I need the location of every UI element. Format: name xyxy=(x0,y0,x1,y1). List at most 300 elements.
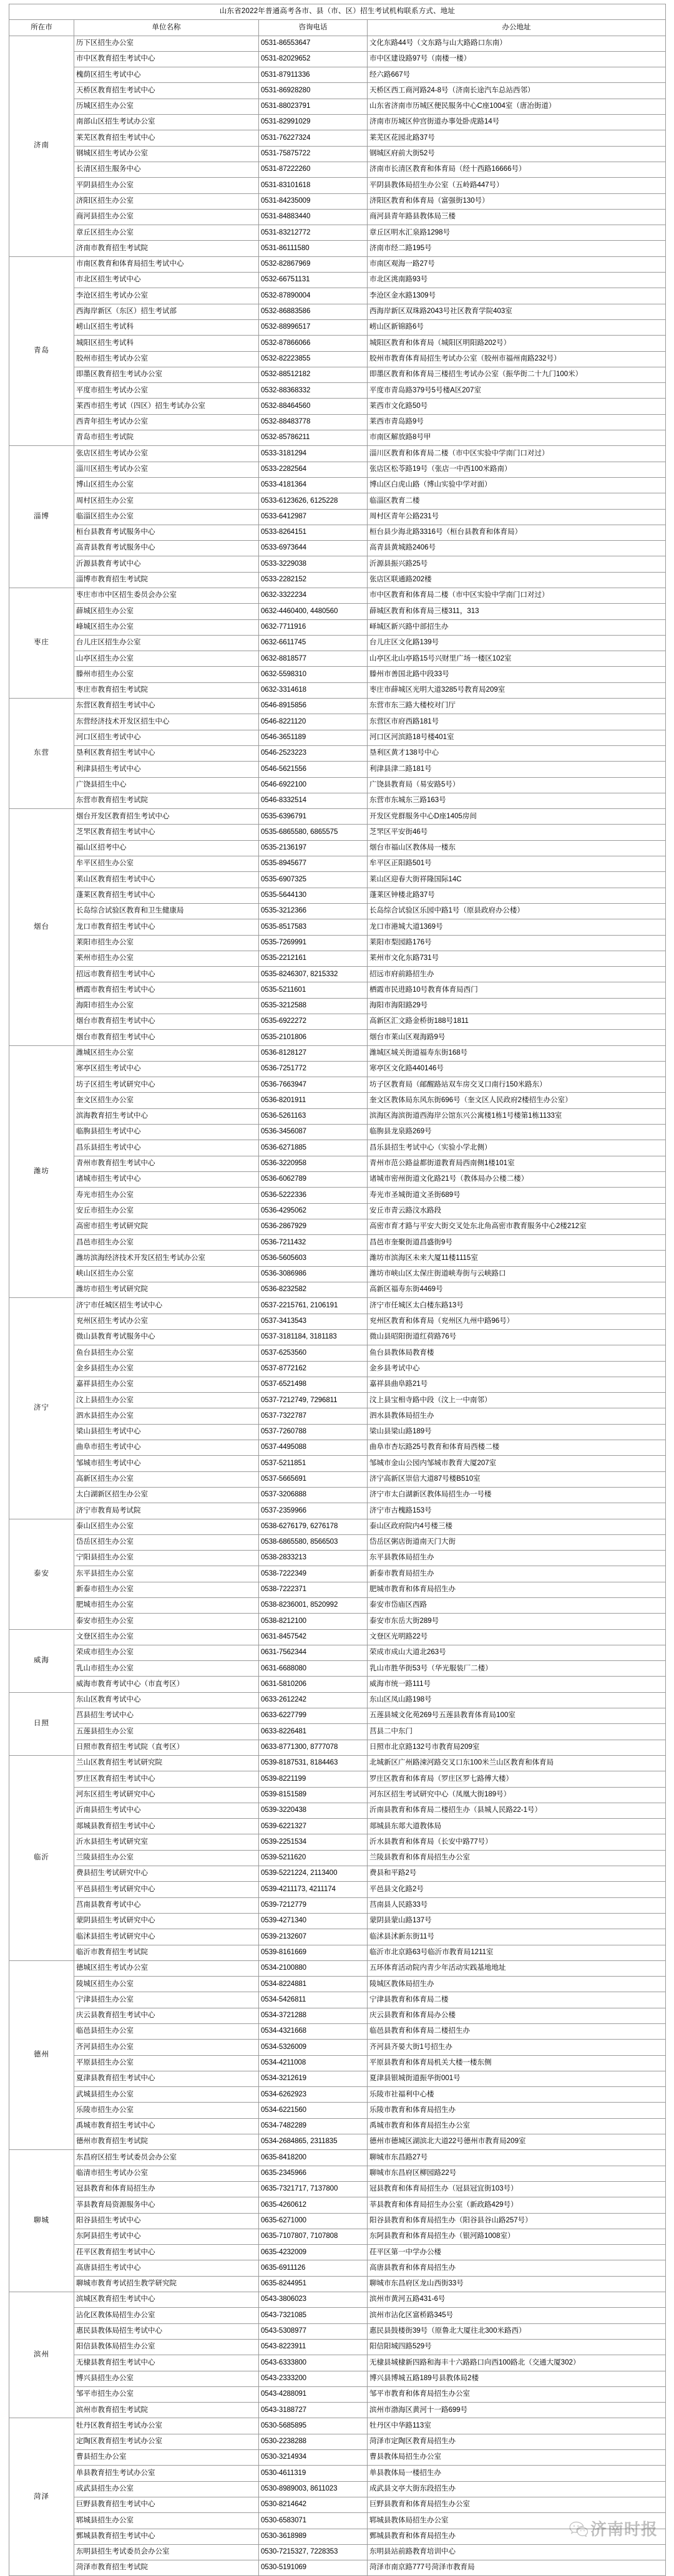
table-row xyxy=(9,36,666,51)
phone-cell: 0537-2215761, 2106191 xyxy=(259,1298,368,1314)
address-cell: 崂山区新锦路6号 xyxy=(368,319,666,335)
phone-cell: 0533-2282152 xyxy=(259,572,368,588)
phone-cell: 0537-6253560 xyxy=(259,1345,368,1361)
unit-name-cell: 邹城市招生考试中心 xyxy=(74,1456,259,1471)
address-cell: 高新区福寿东街4469号 xyxy=(368,1282,666,1298)
address-cell: 市中区建设路97号（南楼一楼） xyxy=(368,51,666,67)
unit-name-cell: 沂南县招生考试中心 xyxy=(74,1803,259,1818)
phone-cell: 0632-7711916 xyxy=(259,619,368,635)
table-row xyxy=(9,588,666,603)
phone-cell: 0538-7222349 xyxy=(259,1566,368,1582)
unit-name-cell: 市南区教育和体育局招生考试中心 xyxy=(74,256,259,272)
address-cell: 牟平区正阳路501号 xyxy=(368,856,666,872)
table-row xyxy=(9,1188,666,1203)
table-row xyxy=(9,604,666,619)
phone-cell: 0531-86553647 xyxy=(259,36,368,51)
phone-cell: 0546-8332514 xyxy=(259,793,368,808)
unit-name-cell: 滕州市招生办公室 xyxy=(74,667,259,682)
unit-name-cell: 兰山区教育招生考试研究院 xyxy=(74,1755,259,1771)
address-cell: 五莲县城文化苑269号五莲县教育体育局100室 xyxy=(368,1708,666,1724)
unit-name-cell: 兰陵县招生办公室 xyxy=(74,1850,259,1866)
unit-name-cell: 长岛综合试验区教育和卫生健康局 xyxy=(74,903,259,919)
unit-name-cell: 市中区教育招生考试中心 xyxy=(74,51,259,67)
phone-cell: 0531-82991029 xyxy=(259,115,368,130)
phone-cell: 0633-2612242 xyxy=(259,1692,368,1708)
unit-name-cell: 历城区招生办公室 xyxy=(74,99,259,114)
phone-cell: 0537-6521498 xyxy=(259,1377,368,1392)
phone-cell: 0531-75875722 xyxy=(259,146,368,162)
unit-name-cell: 潍坊市招生考试研究院 xyxy=(74,1282,259,1298)
phone-cell: 0632-6611745 xyxy=(259,635,368,651)
phone-cell: 0530-8989003, 8611023 xyxy=(259,2481,368,2497)
unit-name-cell: 博山区招生办公室 xyxy=(74,477,259,493)
unit-name-cell: 齐河县招生办公室 xyxy=(74,2040,259,2055)
phone-cell: 0631-7562344 xyxy=(259,1645,368,1660)
phone-cell: 0537-7212749, 7296811 xyxy=(259,1393,368,1408)
unit-name-cell: 成武县招生办公室 xyxy=(74,2481,259,2497)
table-row xyxy=(9,1108,666,1124)
unit-name-cell: 莘县教育局资源服务中心 xyxy=(74,2197,259,2213)
phone-cell: 0533-6412987 xyxy=(259,509,368,525)
table-row xyxy=(9,414,666,430)
table-row xyxy=(9,2466,666,2481)
table-row xyxy=(9,1597,666,1613)
phone-cell: 0539-2251534 xyxy=(259,1834,368,1850)
unit-name-cell: 胶州市招生考试办公室 xyxy=(74,351,259,367)
table-row xyxy=(9,2292,666,2308)
unit-name-cell: 陵城区招生办公室 xyxy=(74,1977,259,1992)
unit-name-cell: 莒县招生考试中心 xyxy=(74,1708,259,1724)
unit-name-cell: 文登区招生办公室 xyxy=(74,1629,259,1645)
phone-cell: 0536-8201911 xyxy=(259,1093,368,1108)
address-cell: 济南市经二路195号 xyxy=(368,241,666,256)
address-cell: 龙口市港城大道1369号 xyxy=(368,919,666,935)
city-cell: 德州 xyxy=(9,1960,74,2150)
table-row xyxy=(9,2087,666,2103)
address-cell: 莱西市青岛路9号 xyxy=(368,414,666,430)
unit-name-cell: 郓城县招生办公室 xyxy=(74,2513,259,2529)
phone-cell: 0539-5221224, 2113400 xyxy=(259,1866,368,1882)
address-cell: 无棣县城棣新四路和海丰十六路路口向西100路北（交通大厦302） xyxy=(368,2355,666,2371)
phone-cell: 0632-5598310 xyxy=(259,667,368,682)
unit-name-cell: 台儿庄区招生办公室 xyxy=(74,635,259,651)
unit-name-cell: 无棣县教育招生考试中心 xyxy=(74,2355,259,2371)
unit-name-cell: 东明县招生考试委员会办公室 xyxy=(74,2544,259,2560)
unit-name-cell: 东营市教育招生考试院 xyxy=(74,793,259,808)
column-header-unit: 单位名称 xyxy=(74,20,259,36)
city-cell: 潍坊 xyxy=(9,1045,74,1298)
phone-cell: 0536-4295062 xyxy=(259,1203,368,1219)
unit-name-cell: 滨城区教育招生考试中心 xyxy=(74,2292,259,2308)
table-row xyxy=(9,2071,666,2086)
phone-cell: 0635-7321717, 7137800 xyxy=(259,2181,368,2197)
table-row xyxy=(9,1661,666,1677)
watermark-label: 济南时报 xyxy=(590,2520,658,2539)
phone-cell: 0633-6227799 xyxy=(259,1708,368,1724)
address-cell: 芝罘区平安街46号 xyxy=(368,825,666,840)
table-row xyxy=(9,1992,666,2008)
phone-cell: 0531-87911336 xyxy=(259,67,368,83)
phone-cell: 0538-8212100 xyxy=(259,1614,368,1629)
phone-cell: 0532-88368332 xyxy=(259,383,368,399)
phone-cell: 0537-3181184, 3181183 xyxy=(259,1329,368,1345)
table-row xyxy=(9,667,666,682)
table-row xyxy=(9,2355,666,2371)
unit-name-cell: 茌平区教育招生考试中心 xyxy=(74,2245,259,2260)
address-cell: 烟台市莱山区观海路9号 xyxy=(368,1030,666,1045)
address-cell: 东平县教体局招生办 xyxy=(368,1551,666,1566)
phone-cell: 0635-7107807, 7107808 xyxy=(259,2229,368,2244)
address-cell: 兰陵县教育和体育局招生办公室 xyxy=(368,1850,666,1866)
unit-name-cell: 临邑县招生办公室 xyxy=(74,2024,259,2040)
address-cell: 莒县二中东门 xyxy=(368,1724,666,1740)
table-row xyxy=(9,477,666,493)
unit-name-cell: 梁山县招生考试中心 xyxy=(74,1424,259,1440)
table-row xyxy=(9,714,666,730)
address-cell: 阳谷县教育和体育局招生办（阳谷县谷山路257号） xyxy=(368,2213,666,2229)
unit-name-cell: 五莲县招生办公室 xyxy=(74,1724,259,1740)
phone-cell: 0535-2101806 xyxy=(259,1030,368,1045)
city-cell: 济宁 xyxy=(9,1298,74,1519)
table-row xyxy=(9,1093,666,1108)
table-row xyxy=(9,1708,666,1724)
unit-name-cell: 西青年招生考试办公室 xyxy=(74,414,259,430)
city-cell: 青岛 xyxy=(9,256,74,446)
unit-name-cell: 德城区招生考试办公室 xyxy=(74,1960,259,1976)
table-row xyxy=(9,304,666,319)
address-cell: 莘县教育和体育局招生办公室（新政路429号） xyxy=(368,2197,666,2213)
table-row xyxy=(9,840,666,856)
phone-cell: 0538-2833213 xyxy=(259,1551,368,1566)
phone-cell: 0531-86111580 xyxy=(259,241,368,256)
address-cell: 邹城市金山公园内邹城市教育大厦207室 xyxy=(368,1456,666,1471)
table-row xyxy=(9,1329,666,1345)
phone-cell: 0535-6396791 xyxy=(259,809,368,825)
unit-name-cell: 冠县教育和体育局招生办 xyxy=(74,2181,259,2197)
unit-name-cell: 广饶县招生中心 xyxy=(74,777,259,793)
address-cell: 莱山区迎春大街祥隆国际14C xyxy=(368,872,666,888)
address-cell: 济宁市古槐路153号 xyxy=(368,1503,666,1519)
address-cell: 济南市长清区教育和体育局（经十西路16666号） xyxy=(368,162,666,177)
unit-name-cell: 高青县教育考试服务中心 xyxy=(74,541,259,556)
table-row xyxy=(9,525,666,540)
table-row xyxy=(9,399,666,414)
phone-cell: 0535-8945677 xyxy=(259,856,368,872)
table-row xyxy=(9,225,666,241)
address-cell: 聊城市东昌路27号 xyxy=(368,2150,666,2166)
address-cell: 聊城市东昌府区龙山西街33号 xyxy=(368,2276,666,2292)
city-cell: 聊城 xyxy=(9,2150,74,2292)
table-row xyxy=(9,1787,666,1803)
unit-name-cell: 单县教育招生考试办公室 xyxy=(74,2466,259,2481)
address-cell: 五环体育活动院内青少年活动实践基地地址 xyxy=(368,1960,666,1976)
phone-cell: 0538-8236001, 8520992 xyxy=(259,1597,368,1613)
address-cell: 青州市范公路益都街道教育局西南侧1楼101室 xyxy=(368,1156,666,1171)
table-row xyxy=(9,2245,666,2260)
address-cell: 阳信阳城四路529号 xyxy=(368,2339,666,2355)
address-cell: 招远市府前路招生办 xyxy=(368,967,666,982)
phone-cell: 0536-7211432 xyxy=(259,1235,368,1251)
phone-cell: 0633-8771300, 8777078 xyxy=(259,1740,368,1755)
phone-cell: 0546-5621556 xyxy=(259,762,368,777)
unit-name-cell: 鄄城县教育招生考试中心 xyxy=(74,2529,259,2544)
unit-name-cell: 李沧区招生考试办公室 xyxy=(74,288,259,304)
table-row xyxy=(9,2103,666,2118)
unit-name-cell: 泗水县招生办公室 xyxy=(74,1408,259,1424)
table-row xyxy=(9,745,666,761)
unit-name-cell: 青州市教育招生考试中心 xyxy=(74,1156,259,1171)
unit-name-cell: 莒南县教育考试中心 xyxy=(74,1897,259,1913)
table-row xyxy=(9,1203,666,1219)
table-row xyxy=(9,446,666,462)
table-row xyxy=(9,998,666,1014)
address-cell: 冠县教育和体育局招生办（冠县冠宜街103号） xyxy=(368,2181,666,2197)
unit-name-cell: 德州市教育招生考试院 xyxy=(74,2134,259,2150)
address-cell: 禹城市教育和体育局招生办公室 xyxy=(368,2118,666,2134)
unit-name-cell: 栖霞市教育招生考试中心 xyxy=(74,982,259,998)
table-row xyxy=(9,825,666,840)
table-row xyxy=(9,115,666,130)
address-cell: 泰安市岱庙区西路 xyxy=(368,1597,666,1613)
unit-name-cell: 临朐县招生考试中心 xyxy=(74,1125,259,1140)
table-row xyxy=(9,1156,666,1171)
address-cell: 巨野县教育和体育局招生办公室 xyxy=(368,2497,666,2512)
unit-name-cell: 济宁市教育局考试院 xyxy=(74,1503,259,1519)
address-cell: 微山县昭阳街道红荷路76号 xyxy=(368,1329,666,1345)
address-cell: 菏泽市定陶区教育局招生办 xyxy=(368,2434,666,2449)
address-cell: 曹县教体局招生办公室 xyxy=(368,2450,666,2466)
address-cell: 西海岸新区双珠路2043号社区教育学院403室 xyxy=(368,304,666,319)
phone-cell: 0535-6907325 xyxy=(259,872,368,888)
table-row xyxy=(9,1614,666,1629)
table-row xyxy=(9,1519,666,1534)
address-cell: 乐陵市社福利中心楼 xyxy=(368,2087,666,2103)
table-row xyxy=(9,2040,666,2055)
address-cell: 临邑县教育和体育局二楼招生办 xyxy=(368,2024,666,2040)
address-cell: 滕州市善国北路中段33号 xyxy=(368,667,666,682)
unit-name-cell: 乐陵市招生办公室 xyxy=(74,2103,259,2118)
address-cell: 沂水县教育和体育局（长安中路77号） xyxy=(368,1834,666,1850)
unit-name-cell: 临淄区招生办公室 xyxy=(74,509,259,525)
unit-name-cell: 莱阳市招生办公室 xyxy=(74,935,259,951)
unit-name-cell: 牟平区招生办公室 xyxy=(74,856,259,872)
phone-cell: 0635-6271000 xyxy=(259,2213,368,2229)
phone-cell: 0543-7321085 xyxy=(259,2308,368,2323)
phone-cell: 0631-6688080 xyxy=(259,1661,368,1677)
phone-cell: 0533-3229038 xyxy=(259,556,368,572)
address-cell: 海阳市海阳路29号 xyxy=(368,998,666,1014)
address-cell: 济宁高新区崇信大道87号楼B510室 xyxy=(368,1471,666,1487)
table-row xyxy=(9,1819,666,1834)
table-row xyxy=(9,2276,666,2292)
address-cell: 罗庄区教育和体育局（罗庄区罗七路傅大楼） xyxy=(368,1771,666,1787)
table-row xyxy=(9,1345,666,1361)
phone-cell: 0537-7322787 xyxy=(259,1408,368,1424)
table-row xyxy=(9,273,666,288)
table-row xyxy=(9,1834,666,1850)
unit-name-cell: 肥城市招生办公室 xyxy=(74,1597,259,1613)
phone-cell: 0535-2136197 xyxy=(259,840,368,856)
phone-cell: 0635-4260612 xyxy=(259,2197,368,2213)
table-row xyxy=(9,1566,666,1582)
table-row xyxy=(9,2008,666,2023)
address-cell: 威海市统一路111号 xyxy=(368,1677,666,1692)
phone-cell: 0531-84883440 xyxy=(259,209,368,225)
phone-cell: 0531-87222260 xyxy=(259,162,368,177)
table-row xyxy=(9,1314,666,1329)
phone-cell: 0533-2282564 xyxy=(259,462,368,477)
phone-cell: 0534-2684865, 2311835 xyxy=(259,2134,368,2150)
table-row xyxy=(9,572,666,588)
table-row xyxy=(9,1929,666,1945)
address-cell: 薛城区教育和体育局三楼311，313 xyxy=(368,604,666,619)
address-cell: 桓台县少海北路3316号（桓台县教育和体育局） xyxy=(368,525,666,540)
column-header-city: 所在市 xyxy=(9,20,74,36)
table-row xyxy=(9,193,666,209)
phone-cell: 0531-83101618 xyxy=(259,178,368,193)
address-cell: 市南区解放路8号甲 xyxy=(368,430,666,446)
address-cell: 利津县津二路181号 xyxy=(368,762,666,777)
unit-name-cell: 日照市教育招生考试院（直考区） xyxy=(74,1740,259,1755)
city-cell: 烟台 xyxy=(9,809,74,1045)
unit-name-cell: 巨野县教育招生考试中心 xyxy=(74,2497,259,2512)
contact-table xyxy=(9,4,666,2576)
address-cell: 市中区教育和体育局二楼（市中区实验中学南门口对过） xyxy=(368,588,666,603)
table-row xyxy=(9,162,666,177)
address-cell: 潍坊市峡山区太保庄街道峡寿街与云峡路口 xyxy=(368,1266,666,1282)
table-row xyxy=(9,383,666,399)
table-row xyxy=(9,351,666,367)
address-cell: 淄川区教育和体育局二楼（市中区实验中学南门口对过） xyxy=(368,446,666,462)
table-row xyxy=(9,2450,666,2466)
unit-name-cell: 昌乐县招生考试中心 xyxy=(74,1140,259,1156)
table-row xyxy=(9,2339,666,2355)
table-row xyxy=(9,209,666,225)
phone-cell: 0537-5665691 xyxy=(259,1471,368,1487)
document-title-row xyxy=(9,4,666,20)
address-cell: 陵城区教体局招生办 xyxy=(368,1977,666,1992)
phone-cell: 0533-8264151 xyxy=(259,525,368,540)
address-cell: 东营市东三路大楼校对门厅 xyxy=(368,699,666,714)
address-cell: 高新区汇文路金桥街188号1811 xyxy=(368,1014,666,1030)
table-row xyxy=(9,256,666,272)
table-row xyxy=(9,1408,666,1424)
address-cell: 郓城县教体局招生办公室 xyxy=(368,2513,666,2529)
address-cell: 临朐县龙泉路269号 xyxy=(368,1125,666,1140)
address-cell: 东营区市府西路181号 xyxy=(368,714,666,730)
unit-name-cell: 平阴县招生办公室 xyxy=(74,178,259,193)
address-cell: 钢城区府前大街52号 xyxy=(368,146,666,162)
phone-cell: 0632-3322234 xyxy=(259,588,368,603)
table-row xyxy=(9,2371,666,2386)
phone-cell: 0536-8232582 xyxy=(259,1282,368,1298)
address-cell: 牡丹区中华路113室 xyxy=(368,2418,666,2434)
address-cell: 垦利区黄才138号中心 xyxy=(368,745,666,761)
address-cell: 沂南县教育和体育局二楼招生办（县城人民路22-1号） xyxy=(368,1803,666,1818)
address-cell: 嘉祥县曲阜路21号 xyxy=(368,1377,666,1392)
table-row xyxy=(9,67,666,83)
phone-cell: 0535-5211601 xyxy=(259,982,368,998)
page-title: 山东省2022年普通高考各市、县（市、区）招生考试机构联系方式、地址 xyxy=(9,4,666,20)
unit-name-cell: 临沭县招生考试研究中心 xyxy=(74,1929,259,1945)
address-cell: 市北区洮南路93号 xyxy=(368,273,666,288)
table-row xyxy=(9,730,666,745)
unit-name-cell: 槐荫区招生考试中心 xyxy=(74,67,259,83)
city-cell: 滨州 xyxy=(9,2292,74,2418)
unit-name-cell: 淄川区招生考试办公室 xyxy=(74,462,259,477)
phone-cell: 0532-87890004 xyxy=(259,288,368,304)
table-row xyxy=(9,1077,666,1093)
phone-cell: 0532-88483778 xyxy=(259,414,368,430)
phone-cell: 0535-2212161 xyxy=(259,951,368,966)
address-cell: 平阴县教体局招生办公室（五岭路447号） xyxy=(368,178,666,193)
unit-name-cell: 邹平市招生办公室 xyxy=(74,2386,259,2402)
unit-name-cell: 东阿县招生考试中心 xyxy=(74,2229,259,2244)
address-cell: 菏泽市南京路777号菏泽市教育局 xyxy=(368,2560,666,2576)
address-cell: 宁津县教育和体育局二楼 xyxy=(368,1992,666,2008)
address-cell: 坊子区教育局（邮醒路站双车房交叉口南行150米路东） xyxy=(368,1077,666,1093)
unit-name-cell: 枣庄市市中区招生委员会办公室 xyxy=(74,588,259,603)
unit-name-cell: 高新区招生办公室 xyxy=(74,1471,259,1487)
phone-cell: 0530-3214934 xyxy=(259,2450,368,2466)
city-cell: 泰安 xyxy=(9,1519,74,1629)
unit-name-cell: 沾化区教体局招生办公室 xyxy=(74,2308,259,2323)
address-cell: 商河县青年路县教体局三楼 xyxy=(368,209,666,225)
address-cell: 荣成市成山大道北263号 xyxy=(368,1645,666,1660)
address-cell: 张店区联通路202楼 xyxy=(368,572,666,588)
table-row xyxy=(9,319,666,335)
unit-name-cell: 烟台市教育招生考试中心 xyxy=(74,1014,259,1030)
address-cell: 乳山市胜华街53号（华光服装厂二楼） xyxy=(368,1661,666,1677)
phone-cell: 0537-3413543 xyxy=(259,1314,368,1329)
phone-cell: 0536-3086986 xyxy=(259,1266,368,1282)
table-row xyxy=(9,1755,666,1771)
table-row xyxy=(9,2434,666,2449)
table-row xyxy=(9,1171,666,1187)
address-cell: 东阿县教育和体育局招生办（银河路1008室） xyxy=(368,2229,666,2244)
address-cell: 莱芜区花园北路37号 xyxy=(368,130,666,146)
phone-cell: 0537-8772162 xyxy=(259,1361,368,1377)
phone-cell: 0536-6062789 xyxy=(259,1171,368,1187)
city-cell: 东营 xyxy=(9,699,74,809)
address-cell: 天桥区西工商河路24-8号（济南长途汽车总站西邻） xyxy=(368,83,666,99)
address-cell: 高密市育才路与平安大街交叉处东北角高密市教育服务中心2楼212室 xyxy=(368,1219,666,1234)
phone-cell: 0631-5810206 xyxy=(259,1677,368,1692)
phone-cell: 0532-66751131 xyxy=(259,273,368,288)
phone-cell: 0530-4611319 xyxy=(259,2466,368,2481)
phone-cell: 0536-3456087 xyxy=(259,1125,368,1140)
address-cell: 邹平市教育和体育局招生办公室 xyxy=(368,2386,666,2402)
table-row xyxy=(9,967,666,982)
unit-name-cell: 乳山市招生办公室 xyxy=(74,1661,259,1677)
phone-cell: 0532-86883586 xyxy=(259,304,368,319)
table-row xyxy=(9,1977,666,1992)
unit-name-cell: 平原县招生办公室 xyxy=(74,2055,259,2071)
address-cell: 章丘区明水汇泉路1298号 xyxy=(368,225,666,241)
unit-name-cell: 新泰市招生办公室 xyxy=(74,1582,259,1597)
table-row xyxy=(9,1534,666,1550)
unit-name-cell: 荣成市招生办公室 xyxy=(74,1645,259,1660)
address-cell: 梁山县梁山路189号 xyxy=(368,1424,666,1440)
address-cell: 惠民县鼓楼街39号（原鲁北大厦往北300米路西） xyxy=(368,2323,666,2339)
unit-name-cell: 罗庄区教育招生考试中心 xyxy=(74,1771,259,1787)
unit-name-cell: 金乡县招生办公室 xyxy=(74,1361,259,1377)
unit-name-cell: 阳信县教体局招生办公室 xyxy=(74,2339,259,2355)
table-row xyxy=(9,1014,666,1030)
unit-name-cell: 蒙阴县招生考试研究中心 xyxy=(74,1913,259,1929)
table-row xyxy=(9,1582,666,1597)
table-row xyxy=(9,1487,666,1503)
